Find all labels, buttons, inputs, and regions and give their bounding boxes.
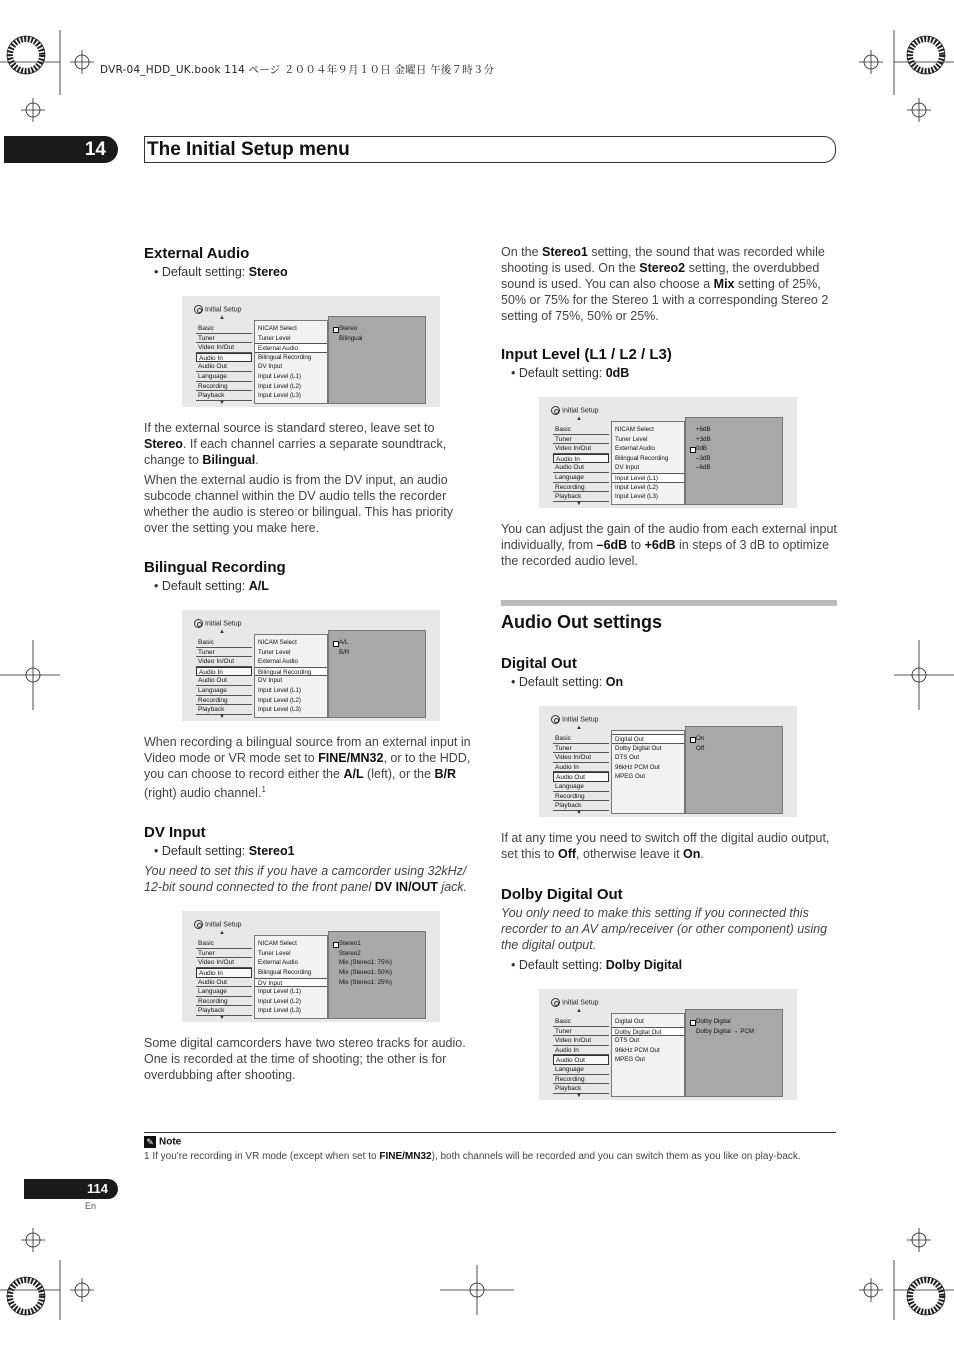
input-level-heading: Input Level (L1 / L2 / L3) (501, 346, 672, 363)
crosshair-icon (907, 1228, 931, 1252)
osd-dv-input: Initial Setup ▲ Basic Tuner Video In/Out Audio In Audio Out Language Recording Playback ▼ NICAM Select Tuner Level External Audio Bilingual Recording DV Input Input Level (L1) Input Level (L2) Input Level (L3) Stereo1 Stereo2 Mix (Stereo1: 75%) Mix (Stereo1: 50%) Mix (Stereo1: 25%) (182, 911, 440, 1022)
down-arrow-icon: ▼ (576, 1093, 582, 1099)
external-audio-paragraph: If the external source is standard stereo, leave set to Stereo. If each channel carries a separate soundtrack, change to Bilingual. (144, 421, 447, 467)
up-arrow-icon: ▲ (219, 629, 225, 635)
registration-sunburst-icon (7, 36, 45, 74)
chapter-title: The Initial Setup menu (144, 136, 836, 163)
left-column (144, 244, 480, 1083)
osd-input-level: Initial Setup ▲ Basic Tuner Video In/Out Audio In Audio Out Language Recording Playback ▼ NICAM Select Tuner Level External Audio Bilingual Recording DV Input Input Level (L1) Input Level (L2) Input Level (L3) +6dB +3dB 0dB –3dB –6dB (539, 397, 797, 508)
crosshair-icon (894, 640, 954, 710)
up-arrow-icon: ▲ (576, 1008, 582, 1014)
default-setting: • Default setting: Stereo1 (154, 844, 295, 859)
disc-icon (551, 998, 560, 1007)
language-code: En (85, 1201, 97, 1211)
digital-out-paragraph: If at any time you need to switch off the digital audio output, set this to Off, otherwise leave it On. (501, 831, 830, 861)
crosshair-icon (70, 50, 94, 74)
crosshair-icon (859, 50, 883, 74)
osd-external-audio: Initial Setup ▲ Basic Tuner Video In/Out Audio In Audio Out Language Recording Playback ▼ NICAM Select Tuner Level External Audio Bilingual Recording DV Input Input Level (L1) Input Level (L2) Input Level (L3) Stereo Bilingual (182, 296, 440, 407)
down-arrow-icon: ▼ (576, 810, 582, 816)
crosshair-icon (21, 1228, 45, 1252)
external-audio-paragraph: When the external audio is from the DV input, an audio subcode channel within the DV audio tells the recorder whether the audio is stereo or bilingual. This has priority over the setting you make here. (144, 473, 453, 535)
dv-input-note: You need to set this if you have a camcorder using 32kHz/ 12-bit sound connected to the front panel DV IN/OUT jack. (144, 864, 468, 895)
up-arrow-icon: ▲ (576, 416, 582, 422)
dv-input-heading: DV Input (144, 824, 206, 842)
crosshair-icon (70, 1278, 94, 1302)
stereo-paragraph: On the Stereo1 setting, the sound that was recorded while shooting is used. On the Stereo2 setting, the overdubbed sound is used. You can also choose a Mix setting of 25%, 50% or 75% for the Stereo 1 with a corresponding Stereo 2 setting of 75%, 50% or 25%. (501, 245, 829, 323)
osd-dolby-digital-out: Initial Setup ▲ Basic Tuner Video In/Out Audio In Audio Out Language Recording Playback ▼ Digital Out Dolby Digital Out DTS Out 96kHz PCM Out MPEG Out Dolby Digital Dolby Digital → PCM (539, 989, 797, 1100)
default-setting: • Default setting: On (511, 675, 624, 689)
down-arrow-icon: ▼ (219, 1015, 225, 1022)
digital-out-heading: Digital Out (501, 655, 577, 672)
disc-icon (551, 406, 560, 415)
default-setting: • Default setting: Stereo (154, 265, 288, 279)
osd-digital-out: Initial Setup ▲ Basic Tuner Video In/Out Audio In Audio Out Language Recording Playback ▼ Digital Out Dolby Digital Out DTS Out 96kHz PCM Out MPEG Out On Off (539, 706, 797, 817)
default-setting: • Default setting: A/L (154, 579, 269, 593)
external-audio-heading: External Audio (144, 245, 250, 262)
dolby-digital-out-note: You only need to make this setting if you connected this recorder to an AV amp/receiver (or other component) using the digital output. (501, 906, 828, 952)
crosshair-icon (907, 98, 931, 122)
dolby-digital-out-heading: Dolby Digital Out (501, 886, 623, 903)
crosshair-icon (440, 1265, 514, 1315)
page-number: 114 (24, 1179, 118, 1199)
disc-icon (551, 715, 560, 724)
up-arrow-icon: ▲ (219, 315, 225, 321)
crosshair-icon (859, 1278, 883, 1302)
right-column (501, 244, 837, 1100)
osd-bilingual-recording: Initial Setup ▲ Basic Tuner Video In/Out Audio In Audio Out Language Recording Playback ▼ NICAM Select Tuner Level External Audio Bilingual Recording DV Input Input Level (L1) Input Level (L2) Input Level (L3) A/L B/R (182, 610, 440, 721)
book-file-info: DVR-04_HDD_UK.book 114 ページ ２００４年９月１０日 金曜日 午後７時３分 (100, 64, 495, 76)
bilingual-recording-heading: Bilingual Recording (144, 559, 286, 576)
note-pencil-icon: ✎ (144, 1136, 156, 1148)
footnote-area (144, 1132, 836, 1163)
up-arrow-icon: ▲ (576, 725, 582, 731)
footnote-text: 1 If you're recording in VR mode (except when set to FINE/MN32), both channels will be recorded and you can switch them as you like on play-back. (144, 1151, 801, 1162)
down-arrow-icon: ▼ (219, 400, 225, 406)
bilingual-recording-paragraph: When recording a bilingual source from an external input in Video mode or VR mode set to FINE/MN32, or to the HDD, you can choose to record either the A/L (left), or the B/R (right) audio channel.$^1$ (144, 735, 471, 801)
crosshair-icon (0, 640, 60, 710)
down-arrow-icon: ▼ (219, 714, 225, 720)
registration-sunburst-icon (907, 36, 945, 74)
chapter-number: 14 (4, 136, 118, 163)
input-level-paragraph: You can adjust the gain of the audio from each external input individually, from –6dB to +6dB in steps of 3 dB to optimize the recorded audio level. (501, 522, 837, 568)
dv-input-paragraph: Some digital camcorders have two stereo tracks for audio. One is recorded at the time of shooting; the other is for overdubbing after shooting. (144, 1036, 466, 1083)
registration-sunburst-icon (7, 1277, 45, 1315)
default-setting: • Default setting: 0dB (511, 366, 630, 380)
audio-out-heading: Audio Out settings (501, 600, 837, 633)
disc-icon (194, 619, 203, 628)
disc-icon (194, 305, 203, 314)
note-heading: Note (159, 1136, 182, 1148)
registration-sunburst-icon (907, 1277, 945, 1315)
down-arrow-icon: ▼ (576, 501, 582, 507)
up-arrow-icon: ▲ (219, 930, 225, 937)
disc-icon (194, 920, 203, 929)
crosshair-icon (21, 98, 45, 122)
default-setting: • Default setting: Dolby Digital (511, 958, 683, 972)
